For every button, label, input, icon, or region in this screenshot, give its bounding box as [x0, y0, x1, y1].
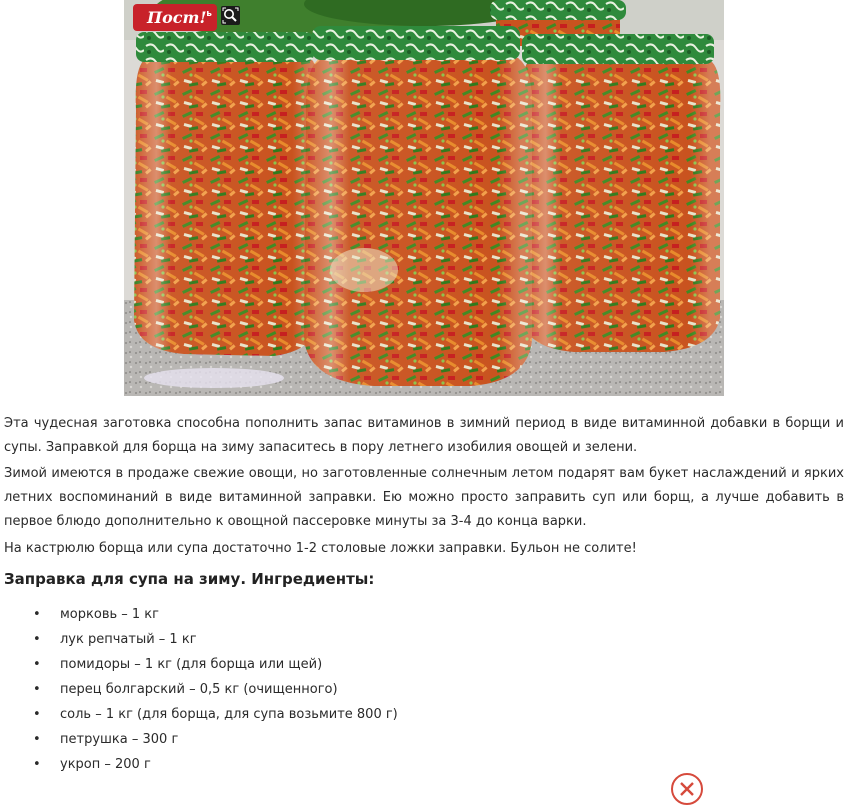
bullet: •: [33, 657, 41, 672]
zoom-button[interactable]: [221, 6, 240, 25]
ingredient-text: соль – 1 кг (для борща, для супа возьмите 800 г): [60, 707, 398, 722]
ingredient-text: морковь – 1 кг: [60, 607, 159, 622]
bullet: •: [33, 732, 41, 747]
ingredient-text: перец болгарский – 0,5 кг (очищенного): [60, 682, 338, 697]
list-item: [0, 752, 398, 777]
list-item: [0, 702, 398, 727]
bullet: •: [33, 682, 41, 697]
ingredient-text: укроп – 200 г: [60, 757, 151, 772]
tip-paragraph: На кастрюлю борща или супа достаточно 1-2 столовые ложки заправки. Бульон не солите!: [4, 541, 637, 556]
ingredient-text: петрушка – 300 г: [60, 732, 179, 747]
ingredient-text: помидоры – 1 кг (для борща или щей): [60, 657, 323, 672]
list-item: [0, 677, 398, 702]
bullet: •: [33, 607, 41, 622]
pin-badge: ь: [206, 9, 212, 19]
list-item: [0, 727, 398, 752]
ingredients-list: [0, 602, 398, 777]
bullet: •: [33, 707, 41, 722]
body-paragraph: Зимой имеются в продаже свежие овощи, но заготовленные солнечным летом подарят вам букет наслаждений и ярких летних воспоминаний в виде витаминной заправки. Ею можно просто заправить суп или борщ, а лучше добавить в первое блюдо дополнительно к овощной пассеровке минуты за 3-4 до конца варки.: [4, 466, 844, 529]
pin-post-label: Пост!: [147, 8, 207, 27]
close-icon: [673, 775, 701, 803]
list-item: [0, 602, 398, 627]
intro-paragraph: Эта чудесная заготовка способна пополнить запас витаминов в зимний период в виде витаминной добавки в борщи и супы. Заправкой для борща на зиму запаситесь в пору летнего изобилия овощей и зелени.: [4, 416, 844, 455]
bullet: •: [33, 757, 41, 772]
ingredient-text: лук репчатый – 1 кг: [60, 632, 197, 647]
close-ad-button[interactable]: [671, 773, 703, 805]
ingredients-heading: Заправка для супа на зиму. Ингредиенты:: [4, 570, 375, 588]
list-item: [0, 652, 398, 677]
pin-post-button[interactable]: [133, 4, 217, 31]
bullet: •: [33, 632, 41, 647]
magnifier-icon: [221, 6, 240, 25]
list-item: [0, 627, 398, 652]
jars-photo: [124, 0, 724, 396]
